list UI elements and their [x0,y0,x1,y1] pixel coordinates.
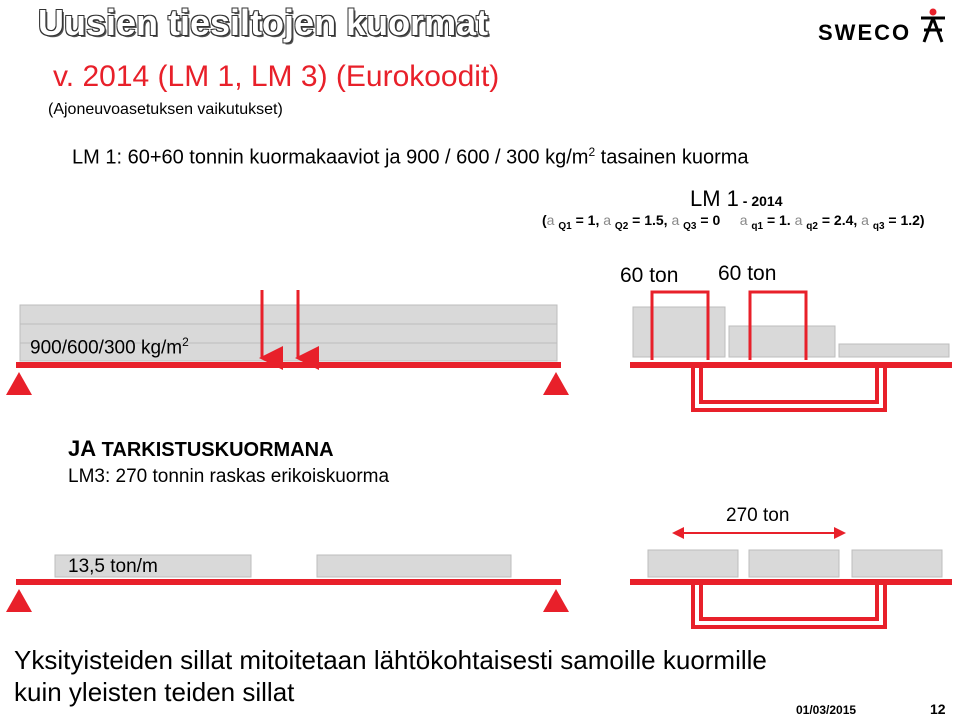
udl-label-text: 900/600/300 kg/m [30,337,183,359]
coef-alpha: a [794,212,803,228]
girders [693,368,885,410]
subnote: (Ajoneuvoasetuksen vaikutukset) [48,101,283,118]
coef-sub: q2 [806,220,818,232]
udl-label-sup: 2 [182,335,189,349]
arrow-head-right [834,527,846,539]
coef-sub: Q1 [558,220,572,232]
tandem-load-label-1: 60 ton [620,264,679,287]
coef-sub: q3 [872,220,885,232]
vehicle-load [317,555,511,577]
deck [630,579,952,585]
lm1-description-text: LM 1: 60+60 tonnin kuormakaaviot ja 900 / 600 / 300 kg/m [72,146,589,169]
girders [693,585,885,627]
coef-sub: Q3 [683,220,697,232]
support-left [6,589,32,612]
coef-value: = 1, [571,212,604,228]
beam [16,579,561,585]
lm3-cross-section [630,527,952,627]
page-number: 12 [930,701,946,717]
coef-value: = 1.5, [628,212,672,228]
lane-load [839,344,949,357]
coef-alpha: a [603,212,612,228]
axle-line-load [852,550,942,577]
subtitle: v. 2014 (LM 1, LM 3) (Eurokoodit) [53,60,500,93]
coef-sub: Q2 [614,220,629,232]
arrow-head-left [672,527,684,539]
lm1-heading-year: - 2014 [738,193,783,209]
check-load-heading [68,436,334,462]
footer-statement: Yksityisteiden sillat mitoitetaan lähtökohtaisesti samoille kuormille kuin yleisten teiden sillat [14,645,767,707]
coef-alpha: a [671,212,680,228]
lm1-description-sup: 2 [588,145,596,159]
lm1-heading-text: LM 1 [690,186,739,211]
beam [16,362,561,368]
check-load-rest: TARKISTUSKUORMANA [96,439,334,461]
coef-value: = 2.4, [817,212,862,228]
lane-load [729,326,835,357]
slide-title: Uusien tiesiltojen kuormat [38,2,489,43]
coef-value: = 0 [696,212,721,228]
per-meter-label: 13,5 ton/m [68,556,158,577]
support-right [543,372,569,395]
coef-alpha: a [546,212,555,228]
lane-load [633,307,725,357]
coef-open: ( [542,212,547,228]
coef-value: = 1.2) [884,212,925,228]
lm3-description: LM3: 270 tonnin raskas erikoiskuorma [68,466,390,487]
lm1-description-tail: tasainen kuorma [595,146,749,169]
lm3-load-label: 270 ton [726,505,790,526]
coef-alpha: a [739,212,748,228]
udl-layer [20,305,557,324]
coef-sub: q1 [751,220,764,232]
coef-alpha: a [861,212,869,228]
axle-line-load [749,550,839,577]
tandem-load-label-2: 60 ton [718,262,777,285]
logo-text: SWECO [818,20,912,45]
support-right [543,589,569,612]
deck [630,362,952,368]
axle-line-load [648,550,738,577]
lm1-cross-section [630,292,952,410]
check-load-ja: JA [68,436,97,461]
coef-value: = 1. [763,212,795,228]
support-left [6,372,32,395]
slide-date: 01/03/2015 [796,703,857,717]
udl-label [30,335,189,359]
